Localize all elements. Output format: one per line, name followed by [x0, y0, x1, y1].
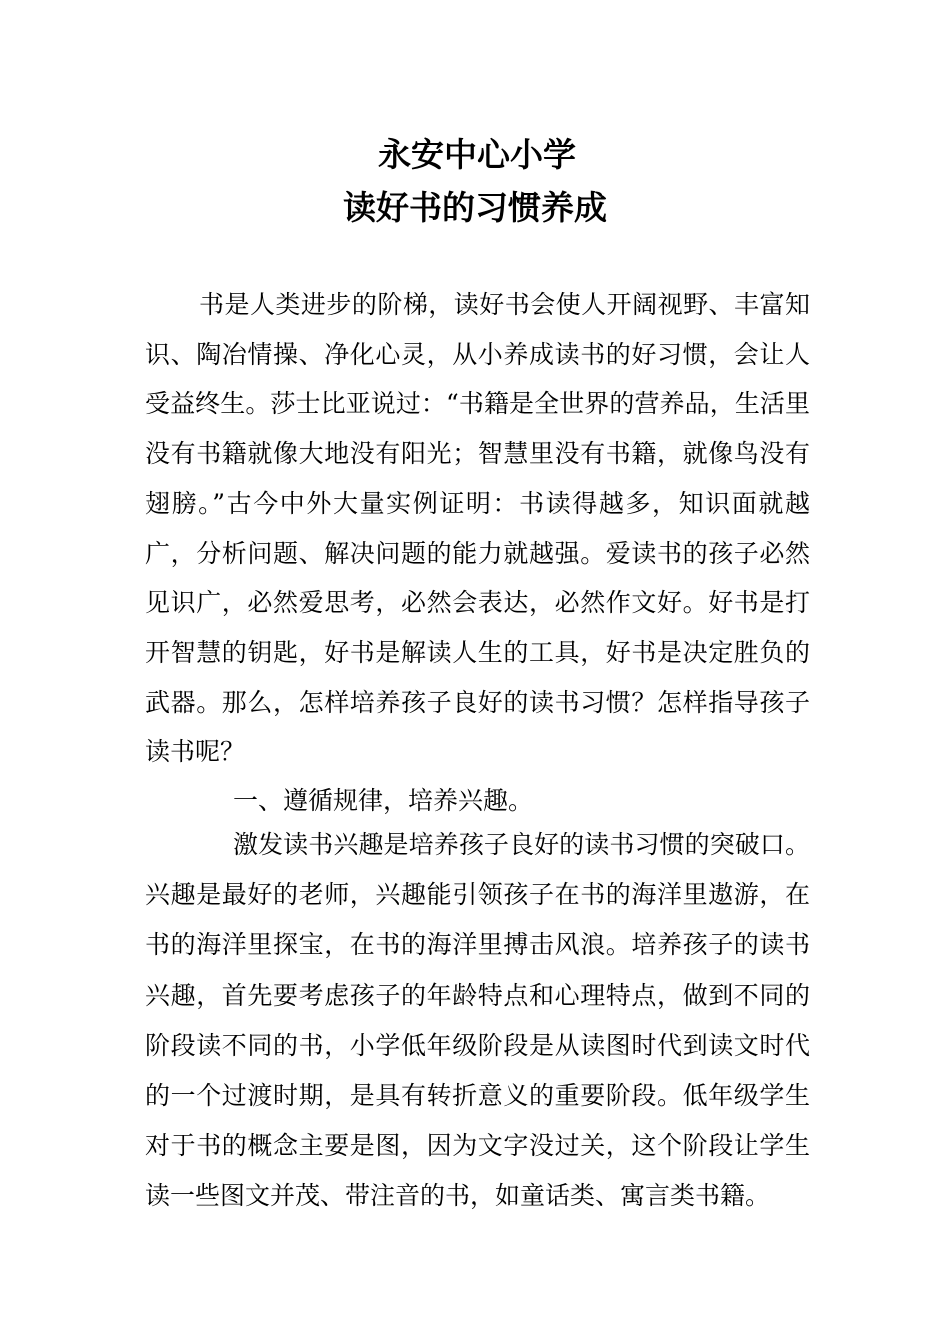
- article-title: 读好书的习惯养成: [343, 188, 607, 227]
- section-heading-1: 一、遵循规律，培养兴趣。: [233, 786, 534, 815]
- document-title: [0, 128, 950, 234]
- section-1-paragraph: 激发读书兴趣是培养孩子良好的读书习惯的突破口。兴趣是最好的老师，兴趣能引领孩子在书的海洋里遨游，在书的海洋里探宝，在书的海洋里搏击风浪。培养孩子的读书兴趣，首先要考虑孩子的年龄特点和心理特点，做到不同的阶段读不同的书，小学低年级阶段是从读图时代到读文时代的一个过渡时期，是具有转折意义的重要阶段。低年级学生对于书的概念主要是图，因为文字没过关，这个阶段让学生读一些图文并茂、带注音的书，如童话类、寓言类书籍。: [145, 830, 810, 1211]
- school-name-title: 永安中心小学: [378, 135, 576, 174]
- intro-paragraph: 书是人类进步的阶梯，读好书会使人开阔视野、丰富知识、陶冶情操、净化心灵，从小养成读书的好习惯，会让人受益终生。莎士比亚说过：“书籍是全世界的营养品，生活里没有书籍就像大地没有阳光；智慧里没有书籍，就像鸟没有翅膀。”古今中外大量实例证明：书读得越多，知识面就越广，分析问题、解决问题的能力就越强。爱读书的孩子必然见识广，必然爱思考，必然会表达，必然作文好。好书是打开智慧的钥匙，好书是解读人生的工具，好书是决定胜负的武器。那么，怎样培养孩子良好的读书习惯？怎样指导孩子读书呢？: [145, 290, 810, 767]
